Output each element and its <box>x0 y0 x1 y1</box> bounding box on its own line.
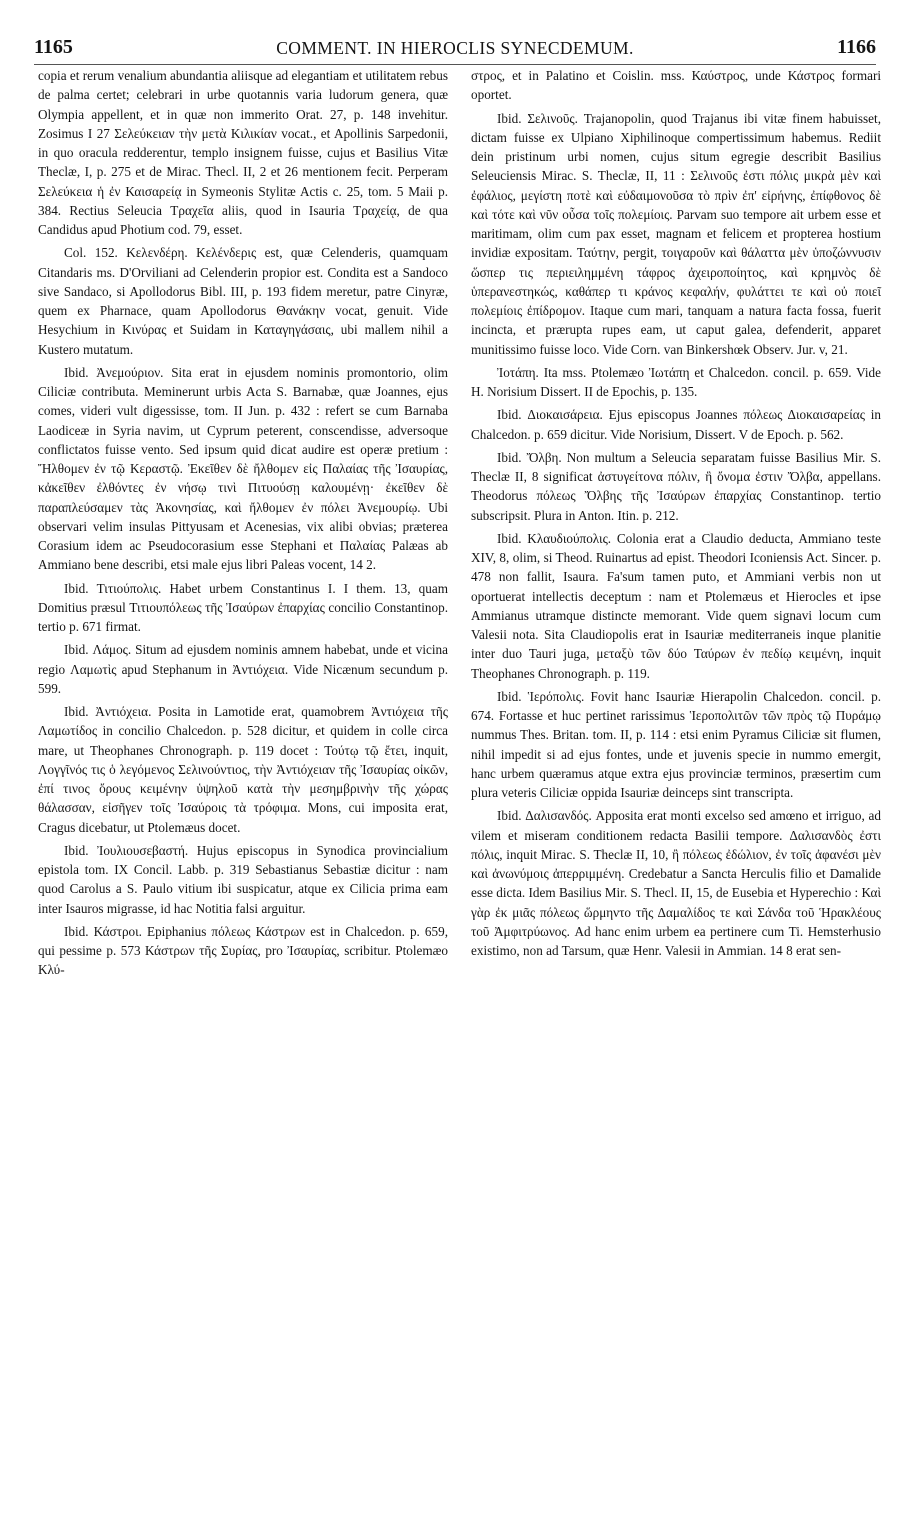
left-column <box>38 66 448 984</box>
paragraph: Ibid. Κλαυδιούπολις. Colonia erat a Claudio deducta, Ammiano teste XIV, 8, olim, si Theod. Ruinartus ad epist. Theodori Iconiensis Act. Sincer. p. 478 non fallit, Isaura. Fa'sum tamen puto, et Ammiani verbis non ut oportuerat intellectis deceptum : nam et Ptolemæus et Hierocles et ipse Ammianus utramque distincte memorant. Vide quem signavi locum cum Valesii nota. Sita Claudiopolis erat in Isauriæ mediterraneis inque planitie inter duo Tauri juga, μεταξὺ τῶν δύο Ταύρων ἐν πεδίῳ κειμένη, inquit Theophanes Chronograph. p. 119. <box>471 530 881 681</box>
paragraph: Ibid. Ἀντιόχεια. Posita in Lamotide erat, quamobrem Ἀντιόχεια τῆς Λαμωτίδος in concilio Chalcedon. p. 528 dicitur, et quidem in colle circa mare, ut Theophanes Chronograph. p. 119 docet : Τούτῳ τῷ ἔτει, inquit, Λογγῖνός τις ὁ λεγόμενος Σελινούντιος, τὴν Ἀντιόχειαν τῆς Ἰσαυρίας οἰκῶν, ἐπί τινος ὄρους κειμένην ὑψηλοῦ κατὰ τὴν μεσημβρινὴν τῆς χώρας θάλασσαν, εἰσῆγεν τοῖς Ἰσαύροις τὰ τρόφιμα. Mons, cui imposita erat, Cragus dicebatur, ut Ptolemæus docet. <box>38 704 448 835</box>
paragraph: Ibid. Ἱερόπολις. Fovit hanc Isauriæ Hierapolin Chalcedon. concil. p. 674. Fortasse et huc pertinet rarissimus Ἱεροπολιτῶν τῶν πρὸς τῷ Πυράμῳ nummus Thes. Britan. tom. II, p. 114 : etsi enim Pyramus Ciliciæ sit flumen, nihil impedit si ad ejus fontes, unde et juvenis specie in nummo emergit, hanc urbem quæramus atque extra ejus provinciæ terminos, præsertim cum plura veteris Ciliciæ oppida Isauriæ deinceps sint transcripta. <box>471 688 881 800</box>
page-number-right: 1166 <box>837 36 876 58</box>
running-header <box>34 30 876 65</box>
paragraph: Ibid. Σελινοῦς. Trajanopolin, quod Trajanus ibi vitæ finem habuisset, dictam fuisse ex Ulpiano Xiphilinoque compertissimum habemus. Rediit dein pristinum urbi nomen, cujus situm egregie describit Basilius Seleuciensis Mirac. S. Theclæ, II, 11 : Σελινοῦς ἐστι πόλις μικρὰ μὲν καὶ ἐφάλιος, μεγίστη ποτὲ καὶ εὐδαιμονοῦσα τὸ πρὶν ἐπ' εἰρήνης, ἐπίφθονος δὲ καὶ τότε καὶ νῦν οὖσα τοῖς πολεμίοις. Parvam suo tempore ait urbem esse et maritimam, olim cum pax esset, magnam et felicem et propterea hostium invidiæ expositam. Ταύτην, pergit, τοιγαροῦν καὶ θάλαττα μὲν ὑποζώννυσιν ὥσπερ τις περιειλημμένη τάφρος ἀχειροποίητος, καὶ κρημνὸς δὲ ὑπερανεστηκώς, καθάπερ τι κράνος κεφαλήν, φυλάττει τε καὶ οὐ ποιεῖ πολεμίοις ἐπίδρομον. Itaque cum mari, tanquam a natura facta fossa, fuerit incincta, et prærupta rupes eam, ut caput galea, defenderit, apparet munitissimo fuisse loco. Vide Corn. van Binkershœk Observ. Jur. v, 21. <box>471 110 881 357</box>
paragraph: Ibid. Ὄλβη. Non multum a Seleucia separatam fuisse Basilius Mir. S. Theclæ II, 8 significat ἀστυγείτονα πόλιν, ἣ ὄνομα ἐστιν Ὄλβα, appellans. Theodorus πόλεως Ὄλβης τῆς Ἰσαύρων ἐπαρχίας Constantinop. tertio subscripsit. Plura in Anton. Itin. p. 212. <box>471 449 881 523</box>
paragraph: Ibid. Ἰουλιουσεβαστή. Hujus episcopus in Synodica provincialium epistola tom. IX Concil. Labb. p. 319 Sebastianus Sebastiæ dicitur : nam quod Carolus a S. Paulo vitium ibi suspicatur, atque ex Cilicia prima eam inter Isauros migrasse, id hac Notitia falsi arguitur. <box>38 842 448 916</box>
paragraph: copia et rerum venalium abundantia aliisque ad elegantiam et utilitatem rebus de palma certet; celebrari in urbe quotannis varia ludorum genera, quæ Olympia appellent, et in quæ non immerito Orat. 27, p. 148 invehitur. Zosimus I 27 Σελεύκειαν τὴν μετὰ Κιλικίαν vocat., et Apollinis Sarpedonii, in quo oracula redderentur, templo insignem fuisse, cujus et Basilius Vitæ Theclæ, I, p. 275 et de Mirac. Thecl. II, 2 et 26 mentionem fecit. Perperam Σελεύκεια ἡ ἐν Καισαρείᾳ in Symeonis Stylitæ Actis c. 25, tom. 5 Maii p. 384. Rectius Seleucia Τραχεῖα aliis, quod in Isauria Τραχείᾳ, de qua Candidus apud Photium cod. 79, esset. <box>38 68 448 237</box>
paragraph: Col. 152. Κελενδέρη. Κελένδερις est, quæ Celenderis, quamquam Citandaris ms. D'Orviliani ad Celenderin propior est. Condita est a Sandoco sive Sandaco, si Apollodorus Bibl. III, p. 193 fidem meretur, patre Cinyræ, quem ex Pharnace, quam Apollodorus Θανάκην vocat, genuit. Vide Hesychium in Κινύρας et Suidam in Καταγηγάσαις, ubi mallem nihil a Kustero mutatum. <box>38 245 448 357</box>
paragraph: Ἰοτάπη. Ita mss. Ptolemæo Ἰωτάπη et Chalcedon. concil. p. 659. Vide H. Norisium Dissert. II de Epochis, p. 135. <box>471 364 881 399</box>
paragraph: Ibid. Διοκαισάρεια. Ejus episcopus Joannes πόλεως Διοκαισαρείας in Chalcedon. p. 659 dicitur. Vide Norisium, Dissert. V de Epoch. p. 562. <box>471 407 881 442</box>
paragraph: Ibid. Κάστροι. Epiphanius πόλεως Κάστρων est in Chalcedon. p. 659, qui pessime p. 573 Κάστρων τῆς Συρίας, pro Ἰσαυρίας, scribitur. Ptolemæo Κλύ- <box>38 923 448 978</box>
paragraph: Ibid. Δαλισανδός. Apposita erat monti excelso sed amœno et irriguo, ad vilem et miseram conditionem redacta Basilii tempore. Δαλισανδὸς ἐστι πόλις, inquit Mirac. S. Theclæ II, 10, ἢ πόλεως ἐδώλιον, ἐν τοῖς ἀφανέσι μὲν καὶ ἀνωνύμοις ἀπερριμμένη. Credebatur a Sancta Herculis filio et Damalide esse dicta. Idem Basilius Mir. S. Thecl. II, 15, de Eusebia et Hyperechio : Καὶ γὰρ ἐκ μιᾶς πόλεως ὥρμηντο τῆς Δαμαλίδος τε καὶ Σάνδα τοῦ Ἡρακλέους τοῦ Ἀμφιτρύωνος. Ad hanc enim urbem ea pertinere cum Ti. Hemsterhusio existimo, non ad Tarsum, quæ Henr. Valesii in Ammian. 14 8 erat sen- <box>471 808 881 958</box>
paragraph: Ibid. Ἀνεμούριον. Sita erat in ejusdem nominis promontorio, olim Ciliciæ contributa. Meminerunt urbis Acta S. Barnabæ, quæ Joannes, ejus comes, videri vult digessisse, tom. II Jun. p. 432 : refert se cum Barnaba Laodiceæ in Syria navim, ut Cyprum peterent, conscendisse, adversoque conflictatos fuisse vento. Sed ipsum quid dicat audire est operæ pretium : Ἤλθομεν ἐν τῷ Κεραστῷ. Ἐκεῖθεν δὲ ἤλθομεν εἰς Παλαίας τῆς Ἰσαυρίας, κἀκεῖθεν ἐλθόντες ἐν νήσῳ τινὶ Πιτυούσῃ καλουμένῃ· ἐκεῖθεν δὲ παραπλεύσαμεν τὰς Ἀκονησίας, καὶ ἤλθομεν ἐν πόλει Ἀνεμουρίῳ. Ubi observari velim insulas Pittyusam et Acenesias, vix alibi obvias; præterea Corasium idem ac Pseudocorasium esse Stephani et Παλαίας Palæas ab Ammiano bene describi, etsi male ejus libri Paleas vocent, 14 2. <box>38 364 448 573</box>
right-column <box>471 66 881 964</box>
paragraph: στρος, et in Palatino et Coislin. mss. Καύστρος, unde Κάστρος formari oportet. <box>471 68 881 103</box>
paragraph: Ibid. Τιτιούπολις. Habet urbem Constantinus I. I them. 13, quam Domitius præsul Τιτιουπόλεως τῆς Ἰσαύρων ἐπαρχίας concilio Constantinop. tertio p. 671 firmat. <box>38 580 448 634</box>
page-number-left: 1165 <box>34 36 73 58</box>
paragraph: Ibid. Λάμος. Situm ad ejusdem nominis amnem habebat, unde et vicina regio Λαμωτὶς apud Stephanum in Ἀντιόχεια. Vide Nicænum secundum p. 599. <box>38 642 448 696</box>
running-title: COMMENT. IN HIEROCLIS SYNECDEMUM. <box>276 38 634 58</box>
